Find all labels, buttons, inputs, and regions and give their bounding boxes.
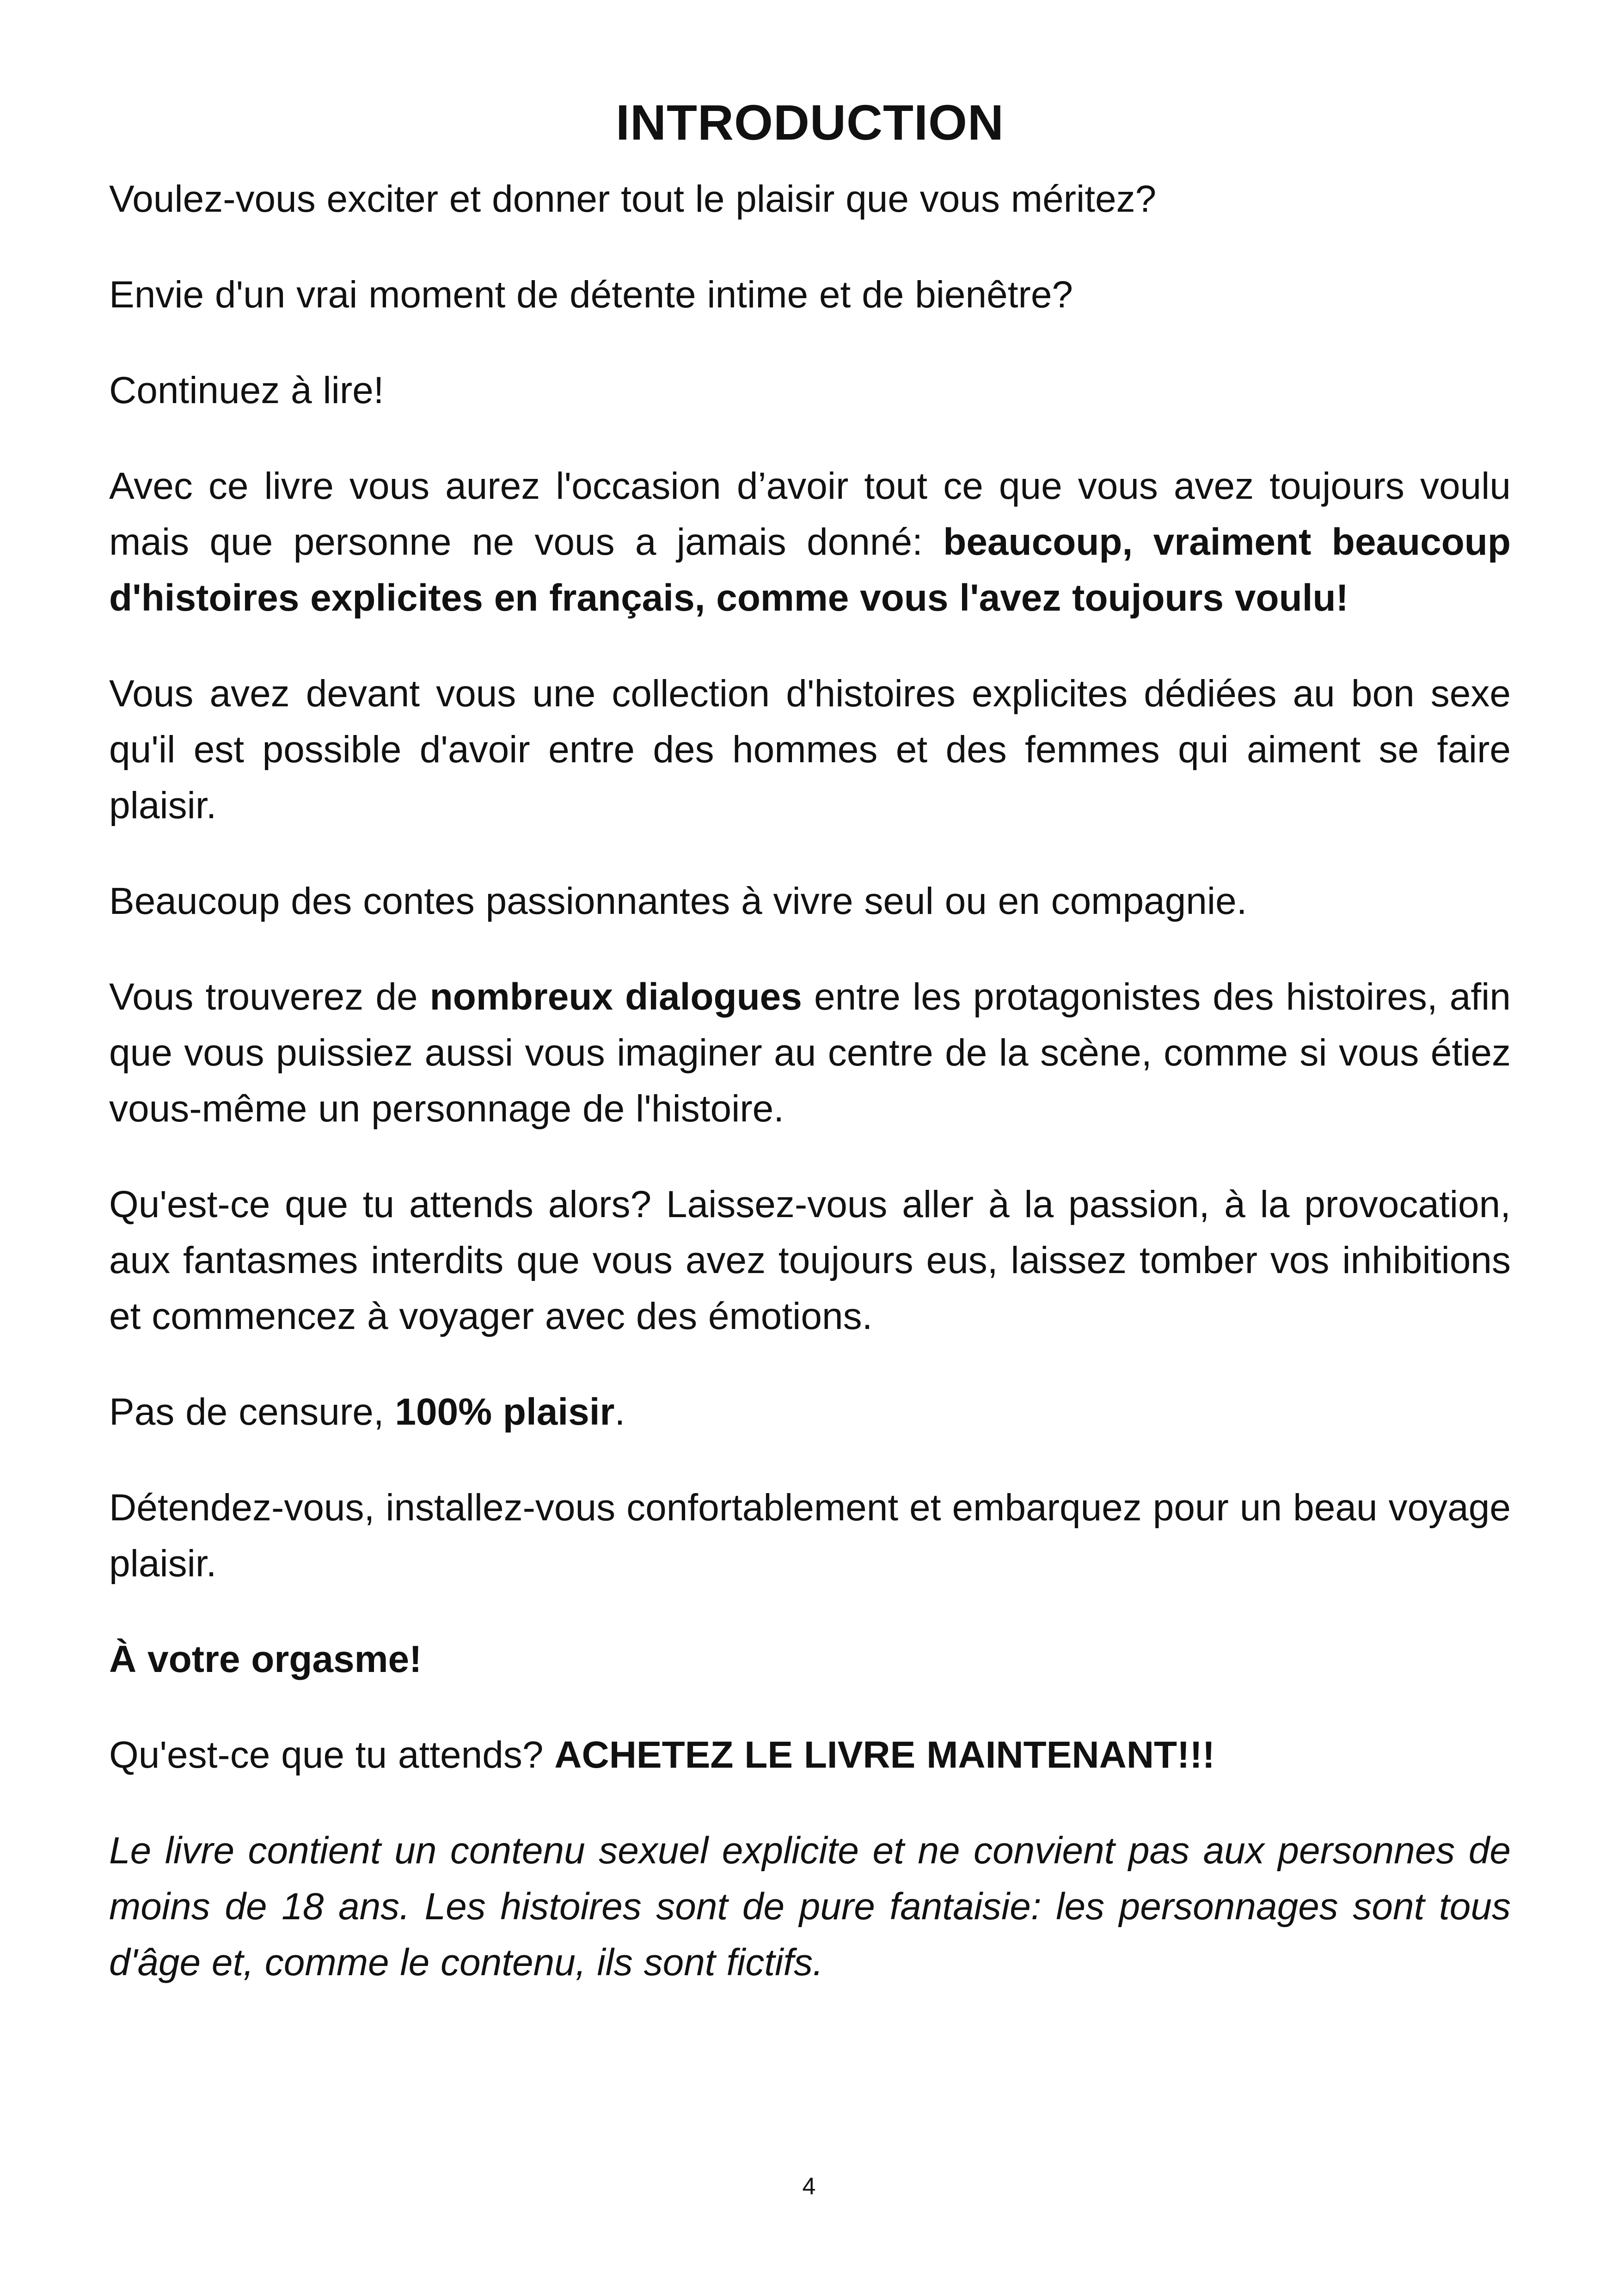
paragraph-text: .	[614, 1391, 625, 1433]
paragraph-text: entre les protagonistes des histoires, afin que vous puissiez aussi vous imaginer au centre de la scène, comme si vous étiez vous-même un personnage de l'histoire.	[109, 976, 1511, 1130]
body-paragraph	[109, 1176, 1511, 1344]
page-title: INTRODUCTION	[616, 94, 1004, 150]
paragraph-text: Pas de censure,	[109, 1391, 395, 1433]
body-paragraph	[109, 666, 1511, 833]
body-paragraph	[109, 458, 1511, 626]
paragraph-list	[109, 171, 1511, 1990]
body-paragraph	[109, 267, 1511, 323]
paragraph-text: Continuez à lire!	[109, 369, 384, 411]
body-paragraph	[109, 1480, 1511, 1592]
paragraph-text: Le livre contient un contenu sexuel explicite et ne convient pas aux personnes de moins de 18 ans. Les histoires sont de pure fantaisie: les personnages sont tous d'âge et, comme le contenu, ils sont fictifs.	[109, 1830, 1511, 1984]
emphasis-text: À votre orgasme!	[109, 1638, 422, 1680]
body-paragraph	[109, 873, 1511, 929]
emphasis-text: beaucoup, vraiment beaucoup d'histoires explicites en français, comme vous l'avez toujours voulu!	[109, 521, 1511, 619]
paragraph-text: Beaucoup des contes passionnantes à vivre seul ou en compagnie.	[109, 880, 1247, 922]
body-paragraph	[109, 1631, 1511, 1687]
paragraph-text: Voulez-vous exciter et donner tout le plaisir que vous méritez?	[109, 178, 1157, 220]
emphasis-text: nombreux dialogues	[429, 976, 802, 1018]
body-paragraph	[109, 1384, 1511, 1440]
paragraph-text: Envie d'un vrai moment de détente intime et de bienêtre?	[109, 274, 1073, 316]
page-body	[109, 92, 1511, 2030]
emphasis-text: ACHETEZ LE LIVRE MAINTENANT!!!	[554, 1734, 1215, 1776]
paragraph-text: Qu'est-ce que tu attends?	[109, 1734, 555, 1776]
disclaimer-paragraph	[109, 1823, 1511, 1990]
paragraph-text: Qu'est-ce que tu attends alors? Laissez-vous aller à la passion, à la provocation, aux fantasmes interdits que vous avez toujours eus, laissez tomber vos inhibitions et commencez à voyager avec des émotions.	[109, 1183, 1511, 1337]
paragraph-text: Vous trouverez de	[109, 976, 430, 1018]
page-number: 4	[802, 2173, 816, 2200]
paragraph-text: Vous avez devant vous une collection d'histoires explicites dédiées au bon sexe qu'il est possible d'avoir entre des hommes et des femmes qui aiment se faire plaisir.	[109, 673, 1511, 827]
emphasis-text: 100% plaisir	[395, 1391, 615, 1433]
paragraph-text: Avec ce livre vous aurez l'occasion d’avoir tout ce que vous avez toujours voulu mais que personne ne vous a jamais donné:	[109, 465, 1511, 563]
paragraph-text: Détendez-vous, installez-vous confortablement et embarquez pour un beau voyage plaisir.	[109, 1487, 1511, 1585]
body-paragraph	[109, 362, 1511, 418]
body-paragraph	[109, 969, 1511, 1137]
body-paragraph	[109, 1727, 1511, 1783]
body-paragraph	[109, 171, 1511, 227]
